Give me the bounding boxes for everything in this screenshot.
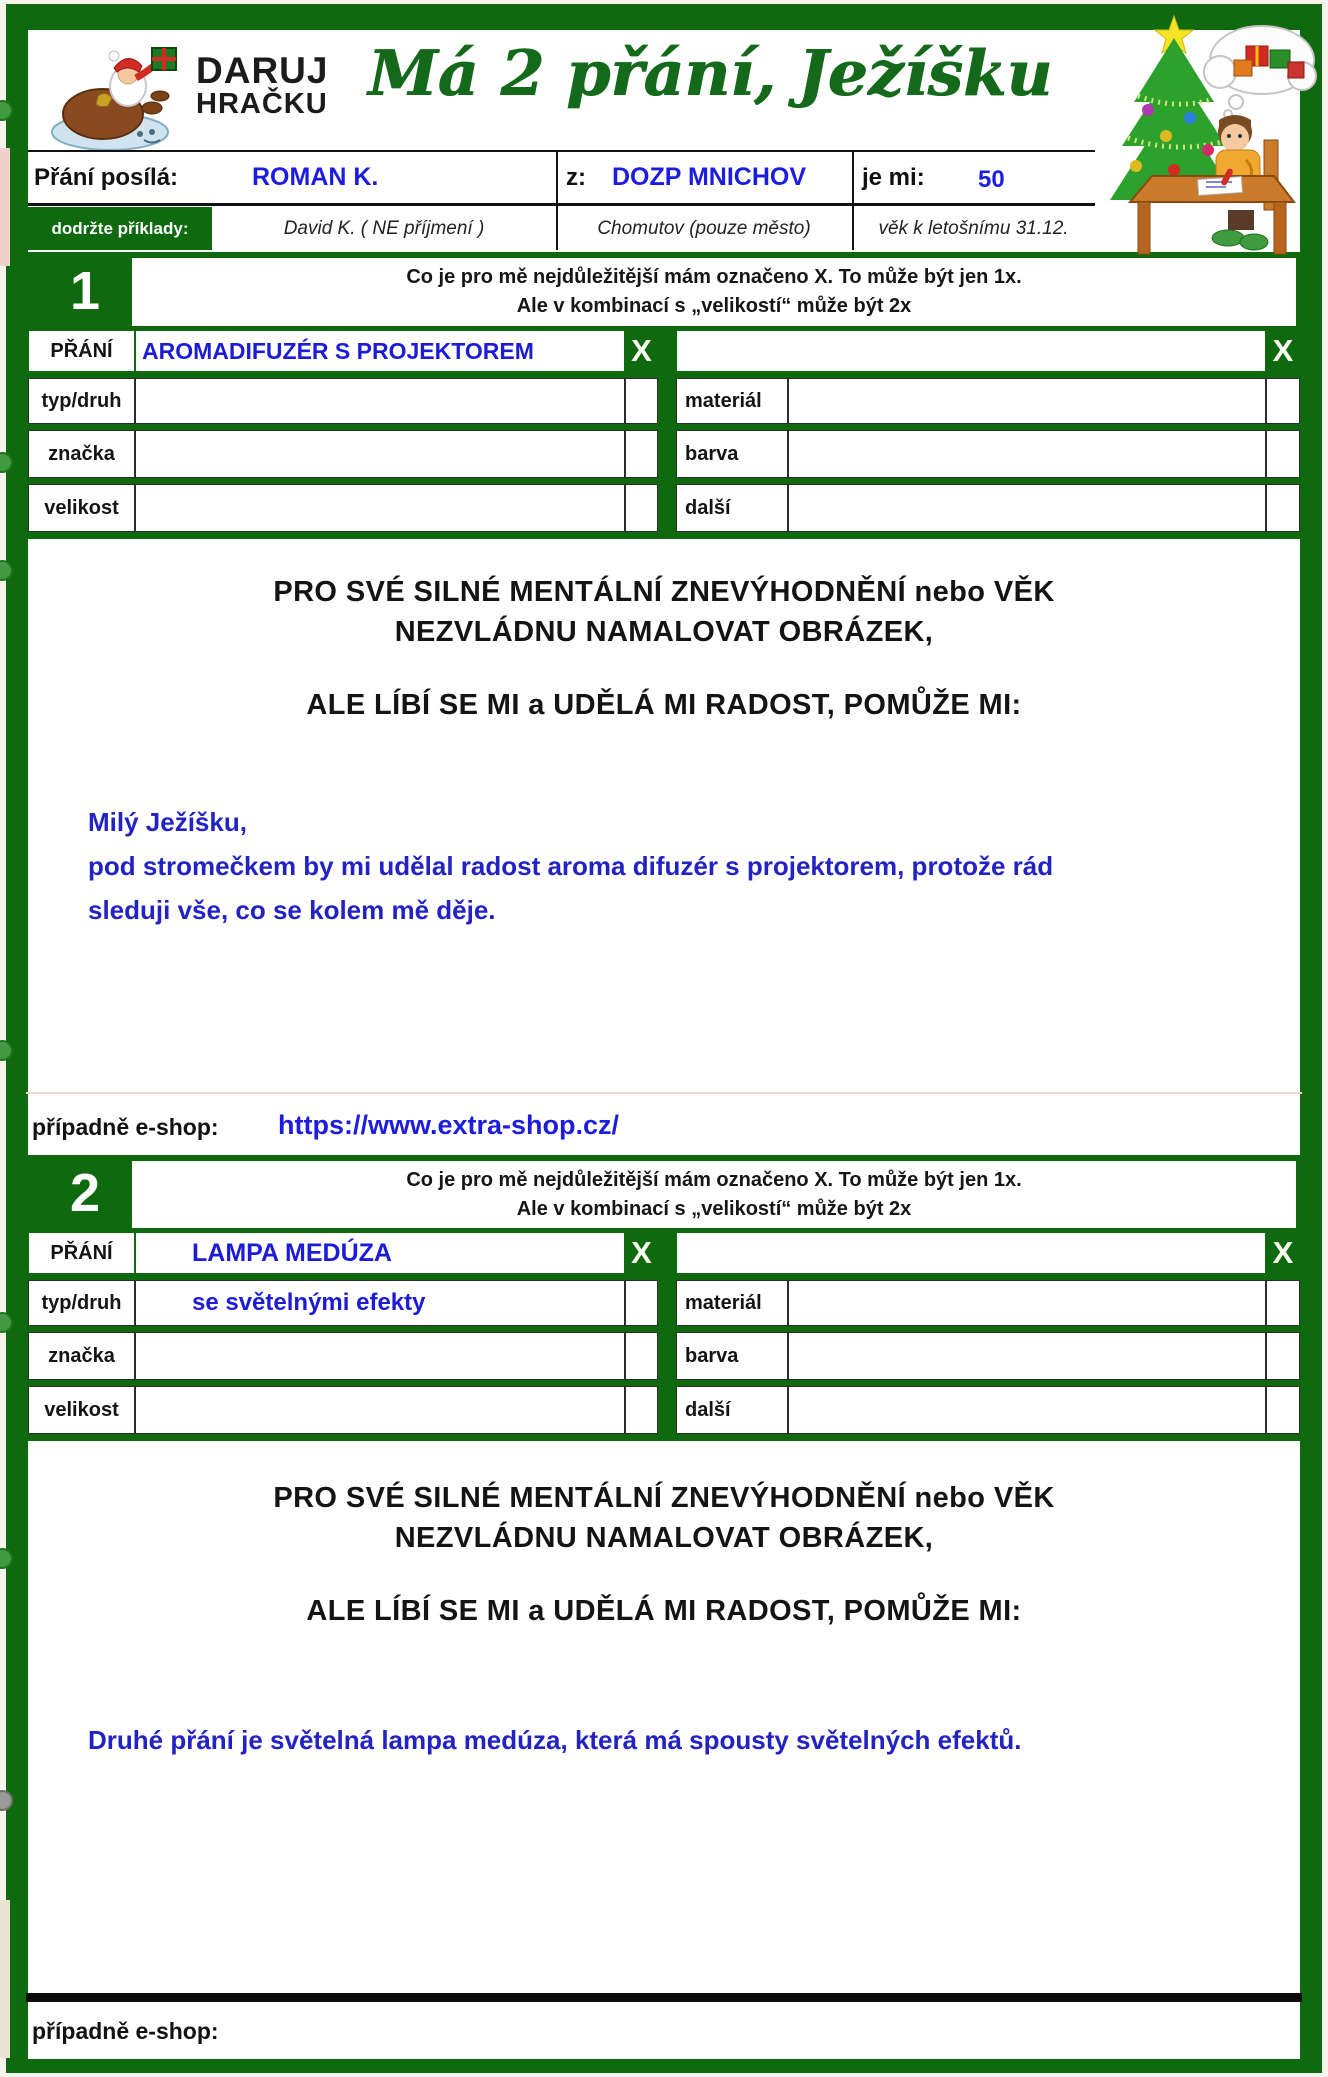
scan-artifact-strip bbox=[0, 148, 10, 266]
table-spacer bbox=[658, 1386, 676, 1434]
eshop-label: případně e-shop: bbox=[32, 1114, 219, 1140]
type-label: typ/druh bbox=[41, 389, 122, 412]
statement-line2: NEZVLÁDNU NAMALOVAT OBRÁZEK, bbox=[394, 1522, 934, 1554]
narrow-cell bbox=[1266, 1332, 1300, 1380]
statement-block bbox=[26, 1478, 1302, 1631]
size-label-cell bbox=[28, 484, 135, 532]
sender-value: ROMAN K. bbox=[252, 163, 379, 191]
other-label: další bbox=[685, 496, 731, 519]
narrow-cell bbox=[1266, 484, 1300, 532]
instruction-box bbox=[132, 1161, 1296, 1228]
size-input-cell bbox=[135, 484, 625, 532]
section1-field-table bbox=[26, 330, 1302, 539]
table-spacer bbox=[658, 1332, 676, 1380]
wish-value: LAMPA MEDÚZA bbox=[192, 1238, 392, 1267]
material-input-cell bbox=[788, 1280, 1266, 1326]
note-line: pod stromečkem by mi udělal radost aroma difuzér s projektorem, protože rád bbox=[88, 851, 1054, 881]
type-value: se světelnými efekty bbox=[192, 1289, 426, 1316]
color-input-cell bbox=[788, 1332, 1266, 1380]
instruction-line1: Co je pro mě nejdůležitější mám označeno X. To může být jen 1x. bbox=[406, 266, 1022, 288]
material-label-cell bbox=[676, 1280, 788, 1326]
size-label: velikost bbox=[44, 496, 119, 519]
sender-label: Přání posílá: bbox=[34, 164, 179, 191]
age-example: věk k letošnímu 31.12. bbox=[878, 218, 1069, 239]
instruction-line2: Ale v kombinací s „velikostí“ může být 2x bbox=[516, 1198, 912, 1220]
narrow-cell bbox=[625, 484, 658, 532]
wish-label-cell bbox=[28, 330, 135, 372]
wish-note-1 bbox=[88, 800, 1053, 932]
other-input-cell bbox=[788, 1386, 1266, 1434]
table-spacer bbox=[658, 430, 676, 478]
table-spacer bbox=[658, 378, 676, 424]
other-input-cell bbox=[788, 484, 1266, 532]
type-label-cell bbox=[28, 1280, 135, 1326]
age-value: 50 bbox=[978, 166, 1005, 193]
statement-line3: ALE LÍBÍ SE MI a UDĚLÁ MI RADOST, POMŮŽE MI: bbox=[306, 689, 1022, 721]
x-mark: X bbox=[631, 1235, 652, 1270]
narrow-cell bbox=[1266, 1386, 1300, 1434]
narrow-cell bbox=[625, 1280, 658, 1326]
table-rule bbox=[28, 203, 1095, 206]
type-input-cell bbox=[135, 1280, 625, 1326]
type-label: typ/druh bbox=[41, 1291, 122, 1314]
brand-label: značka bbox=[48, 442, 115, 465]
brand-label-cell bbox=[28, 430, 135, 478]
narrow-cell bbox=[625, 430, 658, 478]
size-label-cell bbox=[28, 1386, 135, 1434]
scan-artifact-strip bbox=[0, 1900, 10, 2058]
color-label: barva bbox=[685, 1344, 739, 1367]
x-mark-cell bbox=[1266, 330, 1300, 372]
type-label-cell bbox=[28, 378, 135, 424]
brand-input-cell bbox=[135, 430, 625, 478]
color-label: barva bbox=[685, 442, 739, 465]
color-label-cell bbox=[676, 430, 788, 478]
narrow-cell bbox=[1266, 1280, 1300, 1326]
other-label: další bbox=[685, 1398, 731, 1421]
wish-label: PŘÁNÍ bbox=[50, 1241, 113, 1264]
color-label-cell bbox=[676, 1332, 788, 1380]
wish-value: AROMADIFUZÉR S PROJEKTOREM bbox=[142, 337, 534, 364]
size-label: velikost bbox=[44, 1398, 119, 1421]
wish-value-cell bbox=[135, 1232, 625, 1274]
instruction-box bbox=[132, 258, 1296, 326]
statement-line1: PRO SVÉ SILNÉ MENTÁLNÍ ZNEVÝHODNĚNÍ nebo VĚK bbox=[273, 576, 1055, 608]
x-mark-cell bbox=[625, 330, 658, 372]
table-spacer bbox=[658, 484, 676, 532]
section1-number: 1 bbox=[69, 261, 101, 321]
age-label: je mi: bbox=[862, 164, 925, 191]
section2-number: 2 bbox=[69, 1163, 101, 1223]
page-title: Má 2 přání, Ježíšku bbox=[367, 36, 1053, 110]
table-spacer bbox=[658, 1280, 676, 1326]
wish-value-cell bbox=[135, 330, 625, 372]
narrow-cell bbox=[625, 1386, 658, 1434]
divider-line bbox=[26, 1092, 1302, 1094]
table-spacer bbox=[658, 1232, 676, 1274]
type-input-cell bbox=[135, 378, 625, 424]
divider-line bbox=[26, 1993, 1302, 2002]
material-label: materiál bbox=[685, 389, 762, 412]
narrow-cell bbox=[625, 378, 658, 424]
note-line: sleduji vše, co se kolem mě děje. bbox=[88, 895, 496, 925]
x-mark-cell bbox=[1266, 1232, 1300, 1274]
other-label-cell bbox=[676, 484, 788, 532]
eshop-label: případně e-shop: bbox=[32, 2018, 219, 2044]
x-mark: X bbox=[631, 333, 652, 368]
wish-extra-cell bbox=[676, 330, 1266, 372]
wish-note-2 bbox=[88, 1718, 1021, 1762]
brand-label: značka bbox=[48, 1344, 115, 1367]
brand-label-cell bbox=[28, 1332, 135, 1380]
narrow-cell bbox=[1266, 430, 1300, 478]
note-line: Milý Ježíšku, bbox=[88, 807, 247, 837]
instruction-line1: Co je pro mě nejdůležitější mám označeno X. To může být jen 1x. bbox=[406, 1169, 1022, 1191]
x-mark: X bbox=[1272, 333, 1294, 368]
material-label-cell bbox=[676, 378, 788, 424]
narrow-cell bbox=[1266, 378, 1300, 424]
section2-field-table bbox=[26, 1232, 1302, 1441]
statement-line1: PRO SVÉ SILNÉ MENTÁLNÍ ZNEVÝHODNĚNÍ nebo VĚK bbox=[273, 1482, 1055, 1514]
from-label: z: bbox=[566, 164, 586, 191]
logo-text bbox=[196, 52, 328, 119]
city-example: Chomutov (pouze město) bbox=[597, 218, 811, 239]
size-input-cell bbox=[135, 1386, 625, 1434]
instruction-line2: Ale v kombinací s „velikostí“ může být 2x bbox=[516, 295, 912, 317]
material-label: materiál bbox=[685, 1291, 762, 1314]
logo-line2: HRAČKU bbox=[196, 87, 328, 120]
color-input-cell bbox=[788, 430, 1266, 478]
examples-row-label: dodržte příklady: bbox=[28, 207, 212, 250]
name-example: David K. ( NE příjmení ) bbox=[283, 218, 485, 239]
table-spacer bbox=[658, 330, 676, 372]
wish-extra-cell bbox=[676, 1232, 1266, 1274]
note-line: Druhé přání je světelná lampa medúza, která má spousty světelných efektů. bbox=[88, 1725, 1022, 1755]
table-rule bbox=[28, 150, 1095, 152]
wish-label: PŘÁNÍ bbox=[50, 339, 113, 362]
x-mark-cell bbox=[625, 1232, 658, 1274]
eshop-url: https://www.extra-shop.cz/ bbox=[278, 1110, 620, 1140]
narrow-cell bbox=[625, 1332, 658, 1380]
brand-input-cell bbox=[135, 1332, 625, 1380]
wish-label-cell bbox=[28, 1232, 135, 1274]
other-label-cell bbox=[676, 1386, 788, 1434]
material-input-cell bbox=[788, 378, 1266, 424]
statement-block bbox=[26, 572, 1302, 725]
logo-line1: DARUJ bbox=[196, 50, 329, 91]
statement-line2: NEZVLÁDNU NAMALOVAT OBRÁZEK, bbox=[394, 616, 934, 648]
from-value: DOZP MNICHOV bbox=[612, 163, 806, 191]
tree-and-boy-illustration bbox=[1078, 10, 1322, 258]
santa-logo-illustration bbox=[48, 34, 188, 152]
x-mark: X bbox=[1272, 1235, 1294, 1270]
statement-line3: ALE LÍBÍ SE MI a UDĚLÁ MI RADOST, POMŮŽE MI: bbox=[306, 1595, 1022, 1627]
